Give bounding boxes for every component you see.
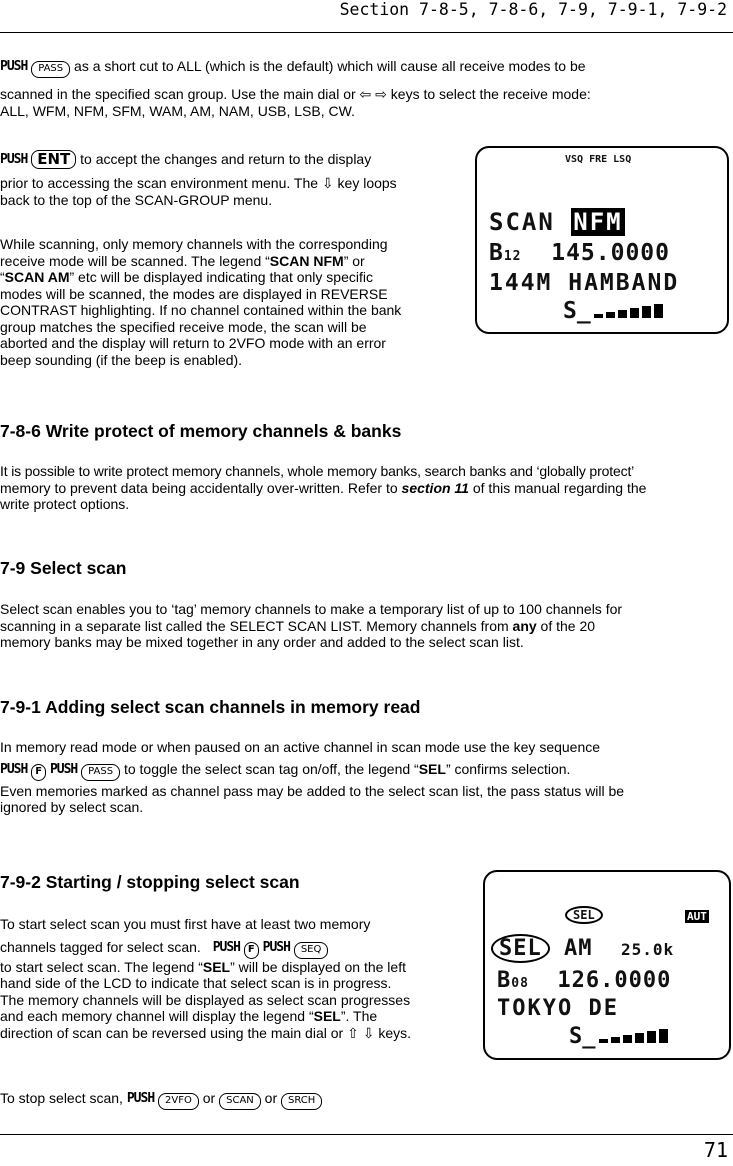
- f-key-icon: F: [244, 942, 259, 959]
- lcd-bank-frequency: B08 126.0000: [497, 968, 672, 993]
- paragraph-pass-shortcut: PUSH PASS as a short cut to ALL (which is the default) which will cause all receive modes to be scanned in the specified scan group. Use the main dial or ⇦ ⇨ keys to select the receive mode: ALL, WFM, NFM, SFM, WAM, AM, NAM, USB, LSB, CW.: [0, 58, 733, 119]
- push-key-icon: PUSH: [212, 939, 240, 955]
- paragraph-scan-mode-legend: While scanning, only memory channels with the corresponding receive mode will be scanned. The legend “SCAN NFM” or “SCAN AM” etc will be displayed indicating that only specific modes will be scanned, the modes are displayed in REVERSE CONTRAST highlighting. If no channel contained within the bank group matches the specified receive mode, the scan will be aborted and the display will return to 2VFO mode with an error beep sounding (if the beep is enabled).: [0, 236, 402, 368]
- lcd-aut-indicator: AUT: [687, 910, 707, 923]
- lcd-sel-small: SEL: [565, 908, 603, 922]
- heading-7-9-1: 7-9-1 Adding select scan channels in memory read: [0, 697, 421, 717]
- heading-7-9-2: 7-9-2 Starting / stopping select scan: [0, 872, 300, 892]
- footer-rule: [0, 1134, 733, 1135]
- lcd-signal-meter: S_: [569, 1024, 668, 1049]
- paragraph-adding-select-scan: In memory read mode or when paused on an active channel in scan mode use the key sequence PUSH F PUSH PASS to toggle the select scan tag on/off, the legend “SEL” confirms selection. Even memories marked as channel pass may be added to the select scan list, the pass status will be ignored by select scan.: [0, 739, 625, 815]
- paragraph-ent-accept: PUSH ENT to accept the changes and return to the display prior to accessing the scan environment menu. The ⇩ key loops back to the top of the SCAN-GROUP menu.: [0, 150, 397, 208]
- paragraph-stop-select-scan: To stop select scan, PUSH 2VFO or SCAN or SRCH: [0, 1090, 733, 1110]
- push-key-icon: PUSH: [126, 1091, 155, 1106]
- lcd-mode-reverse: NFM: [573, 208, 623, 236]
- header-rule: [0, 32, 733, 33]
- pass-key-icon: PASS: [31, 61, 70, 78]
- page-header-title: Section 7-8-5, 7-8-6, 7-9, 7-9-1, 7-9-2: [339, 0, 727, 19]
- heading-7-8-6: 7-8-6 Write protect of memory channels & banks: [0, 421, 402, 441]
- scan-key-icon: SCAN: [219, 1093, 261, 1110]
- lcd-text-tag: TOKYO DE: [497, 996, 619, 1021]
- srch-key-icon: SRCH: [281, 1093, 322, 1110]
- paragraph-start-stop-select-scan: To start select scan you must first have at least two memory channels tagged for select scan. PUSH F PUSH SEQ to start select scan. The legend “SEL” will be displayed on the left hand side of the LCD to indicate that select scan is in progress. The memory channels will be displayed as select scan progresses and each memory channel will display the legend “SEL”. The direction of scan can be reversed using the main dial or ⇧ ⇩ keys.: [0, 916, 411, 1041]
- heading-7-9: 7-9 Select scan: [0, 558, 127, 578]
- lcd-scan-legend: SCAN NFM: [489, 208, 623, 236]
- para1-line1: PUSH PASS as a short cut to ALL (which is the default) which will cause all receive modes to be: [0, 58, 733, 78]
- lcd-signal-meter: S_: [563, 298, 663, 324]
- ent-key-icon: ENT: [31, 150, 76, 169]
- push-key-icon: PUSH: [0, 152, 28, 167]
- page-number: 71: [703, 1138, 728, 1162]
- paragraph-select-scan: Select scan enables you to ‘tag’ memory channels to make a temporary list of up to 100 channels for scanning in a separate list called the SELECT SCAN LIST. Memory channels from any of the 20 memory banks may be mixed together in any order and added to the select scan list.: [0, 601, 623, 650]
- pass-key-icon: PASS: [81, 764, 120, 781]
- lcd-text-tag: 144M HAMBAND: [489, 270, 680, 296]
- lcd-top-indicators: VSQ FRE LSQ: [565, 154, 632, 165]
- push-key-icon: PUSH: [262, 939, 290, 955]
- push-key-icon: PUSH: [49, 761, 78, 777]
- paragraph-write-protect: It is possible to write protect memory channels, whole memory banks, search banks and ‘globally protect’ memory to prevent data being accidentally over-written. Refer to section 11 of this manual regarding the write protect options.: [0, 463, 647, 512]
- 2vfo-key-icon: 2VFO: [158, 1093, 199, 1110]
- lcd-bank-frequency: B12 145.0000: [489, 240, 670, 266]
- seq-key-icon: SEQ: [294, 942, 329, 959]
- f-key-icon: F: [31, 764, 46, 781]
- section-11-reference: section 11: [401, 479, 469, 496]
- lcd-display-scan-nfm: [475, 146, 729, 334]
- push-key-icon: PUSH: [0, 59, 28, 74]
- push-key-icon: PUSH: [0, 761, 28, 777]
- lcd-sel-mode-step: SEL AM 25.0k: [491, 936, 674, 961]
- lcd-display-select-scan: [483, 870, 731, 1060]
